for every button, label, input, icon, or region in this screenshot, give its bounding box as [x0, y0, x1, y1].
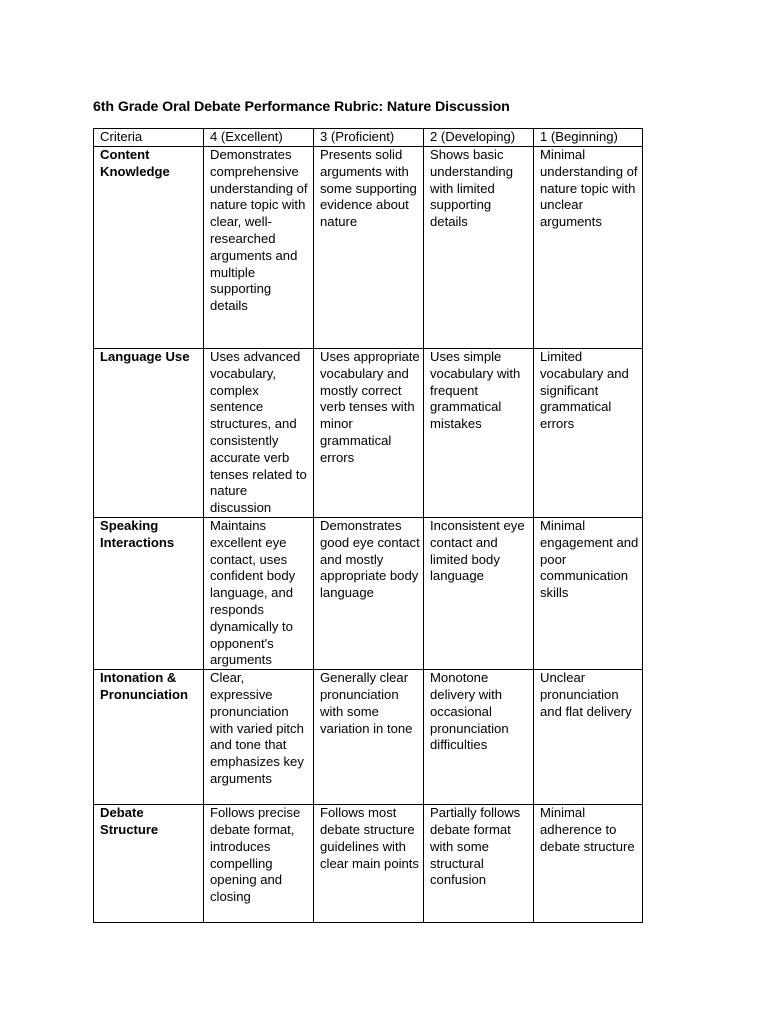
table-row: [94, 805, 643, 923]
rubric-cell: Minimal understanding of nature topic with unclear arguments: [534, 147, 643, 349]
rubric-cell: Demonstrates comprehensive understanding of nature topic with clear, well-researched arguments and multiple supporting details: [204, 147, 314, 349]
rubric-table: [93, 128, 643, 923]
rubric-cell: Uses advanced vocabulary, complex sentence structures, and consistently accurate verb tenses related to nature discussion: [204, 349, 314, 518]
table-row: [94, 349, 643, 518]
criteria-cell: Speaking Interactions: [94, 518, 204, 670]
rubric-cell: Shows basic understanding with limited supporting details: [424, 147, 534, 349]
rubric-cell: Uses appropriate vocabulary and mostly correct verb tenses with minor grammatical errors: [314, 349, 424, 518]
table-row: [94, 518, 643, 670]
criteria-cell: Content Knowledge: [94, 147, 204, 349]
rubric-cell: Presents solid arguments with some supporting evidence about nature: [314, 147, 424, 349]
criteria-cell: Intonation & Pronunciation: [94, 670, 204, 805]
rubric-cell: Partially follows debate format with some structural confusion: [424, 805, 534, 923]
header-row: [94, 129, 643, 147]
criteria-cell: Language Use: [94, 349, 204, 518]
table-row: [94, 147, 643, 349]
rubric-cell: Minimal engagement and poor communication skills: [534, 518, 643, 670]
rubric-cell: Demonstrates good eye contact and mostly appropriate body language: [314, 518, 424, 670]
rubric-cell: Monotone delivery with occasional pronunciation difficulties: [424, 670, 534, 805]
header-level-3: 3 (Proficient): [314, 129, 424, 147]
rubric-cell: Generally clear pronunciation with some variation in tone: [314, 670, 424, 805]
rubric-cell: Maintains excellent eye contact, uses confident body language, and responds dynamically to opponent's arguments: [204, 518, 314, 670]
criteria-cell: Debate Structure: [94, 805, 204, 923]
rubric-cell: Follows precise debate format, introduces compelling opening and closing: [204, 805, 314, 923]
rubric-cell: Clear, expressive pronunciation with varied pitch and tone that emphasizes key arguments: [204, 670, 314, 805]
rubric-cell: Inconsistent eye contact and limited body language: [424, 518, 534, 670]
rubric-cell: Uses simple vocabulary with frequent grammatical mistakes: [424, 349, 534, 518]
rubric-cell: Limited vocabulary and significant grammatical errors: [534, 349, 643, 518]
rubric-cell: Unclear pronunciation and flat delivery: [534, 670, 643, 805]
table-row: [94, 670, 643, 805]
header-criteria: Criteria: [94, 129, 204, 147]
header-level-2: 2 (Developing): [424, 129, 534, 147]
rubric-cell: Follows most debate structure guidelines with clear main points: [314, 805, 424, 923]
header-level-4: 4 (Excellent): [204, 129, 314, 147]
rubric-cell: Minimal adherence to debate structure: [534, 805, 643, 923]
header-level-1: 1 (Beginning): [534, 129, 643, 147]
page-title: 6th Grade Oral Debate Performance Rubric: Nature Discussion: [93, 99, 510, 115]
